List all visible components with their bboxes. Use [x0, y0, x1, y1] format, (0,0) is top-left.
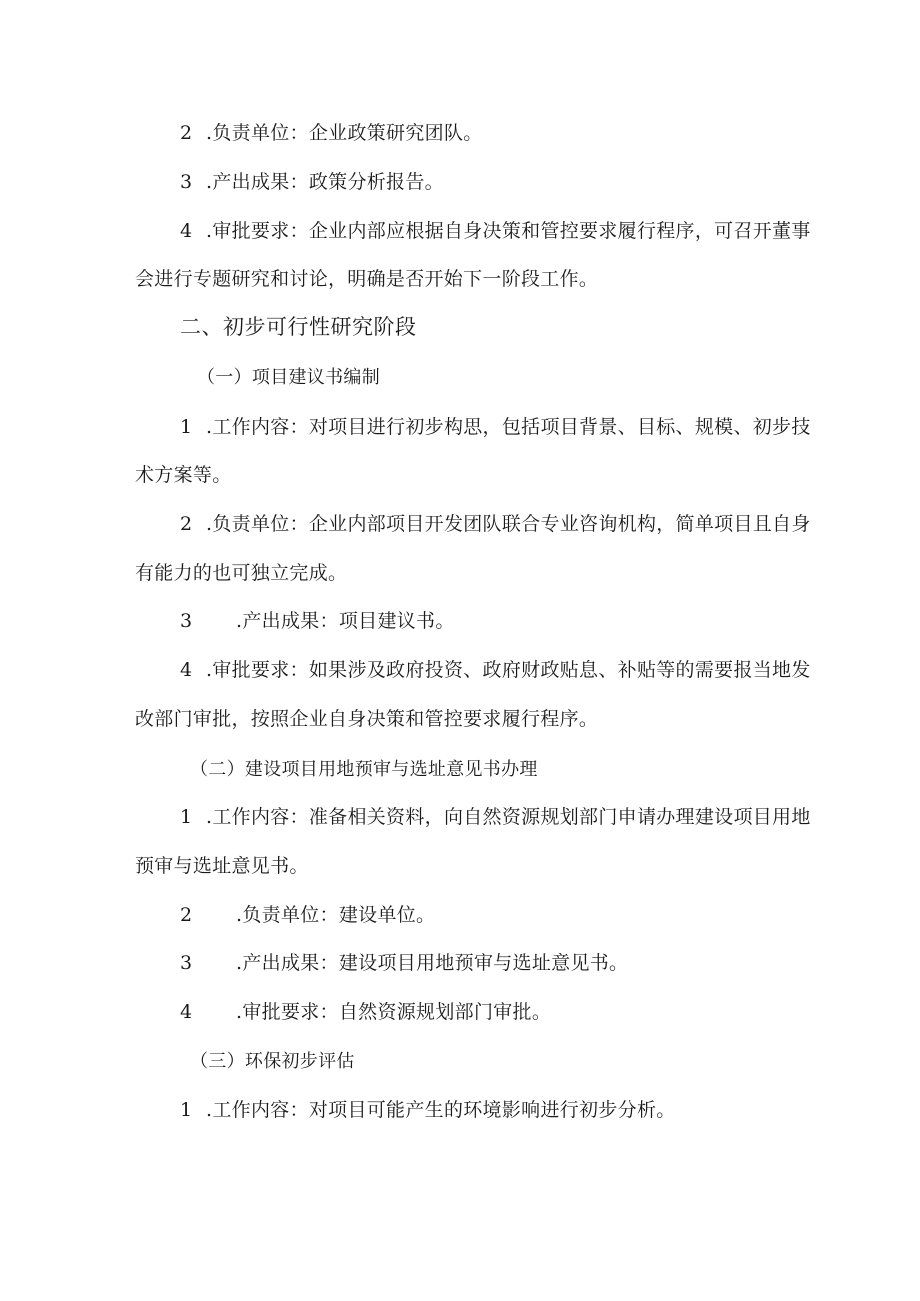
section-heading: [180, 314, 417, 340]
subsection-heading: [190, 757, 538, 783]
item-number: 3: [180, 610, 193, 632]
line-text: .审批要求：如果涉及政府投资、政府财政贴息、补贴等的需要报当地发: [206, 659, 811, 681]
line-text: .产出成果：建设项目用地预审与选址意见书。: [236, 952, 629, 974]
item-number: 3: [180, 171, 193, 193]
paragraph-line: [135, 560, 347, 586]
line-text: .负责单位：建设单位。: [236, 904, 436, 926]
line-text: 改部门审批，按照企业自身决策和管控要求履行程序。: [135, 708, 599, 730]
line-text: .产出成果：项目建议书。: [236, 610, 455, 632]
heading-text: （二）建设项目用地预审与选址意见书办理: [190, 759, 538, 780]
line-text: 有能力的也可独立完成。: [135, 562, 348, 584]
item-number: 1: [180, 1099, 193, 1121]
item-number: 2: [180, 513, 193, 535]
line-text: .审批要求：自然资源规划部门审批。: [236, 1001, 552, 1023]
line-text: 预审与选址意见书。: [135, 855, 309, 877]
paragraph-line: [135, 266, 598, 292]
line-text: .工作内容：对项目可能产生的环境影响进行初步分析。: [206, 1099, 676, 1121]
paragraph-line: [180, 950, 628, 976]
item-number: 2: [180, 122, 193, 144]
item-number: 4: [180, 1001, 193, 1023]
heading-text: （一）项目建议书编制: [197, 367, 380, 388]
item-number: 4: [180, 659, 193, 681]
paragraph-line: [180, 120, 483, 146]
heading-text: （三）环保初步评估: [190, 1051, 355, 1072]
item-number: 1: [180, 806, 193, 828]
item-number: 2: [180, 904, 193, 926]
item-number: 3: [180, 952, 193, 974]
paragraph-line: [180, 902, 435, 928]
line-text: .工作内容：对项目进行初步构思，包括项目背景、目标、规模、初步技: [206, 416, 811, 438]
paragraph-line: [135, 853, 309, 879]
line-text: .负责单位：企业内部项目开发团队联合专业咨询机构，简单项目且自身: [206, 513, 811, 535]
paragraph-line: [135, 706, 598, 732]
subsection-heading: [197, 365, 380, 391]
line-text: .负责单位：企业政策研究团队。: [206, 122, 483, 144]
paragraph-line: [180, 608, 455, 634]
paragraph-line: [180, 999, 551, 1025]
line-text: .工作内容：准备相关资料，向自然资源规划部门申请办理建设项目用地: [206, 806, 811, 828]
item-number: 1: [180, 416, 193, 438]
line-text: .产出成果：政策分析报告。: [206, 171, 444, 193]
paragraph-line: [180, 1097, 676, 1123]
subsection-heading: [190, 1049, 355, 1075]
paragraph-line: [180, 169, 444, 195]
line-text: 会进行专题研究和讨论，明确是否开始下一阶段工作。: [135, 268, 599, 290]
line-text: .审批要求：企业内部应根据自身决策和管控要求履行程序，可召开董事: [206, 220, 811, 242]
line-text: 术方案等。: [135, 464, 232, 486]
paragraph-line: [180, 511, 811, 537]
paragraph-line: [180, 218, 811, 244]
paragraph-line: [135, 462, 232, 488]
item-number: 4: [180, 220, 193, 242]
paragraph-line: [180, 414, 811, 440]
heading-text: 二、初步可行性研究阶段: [180, 315, 417, 339]
paragraph-line: [180, 657, 811, 683]
paragraph-line: [180, 804, 811, 830]
